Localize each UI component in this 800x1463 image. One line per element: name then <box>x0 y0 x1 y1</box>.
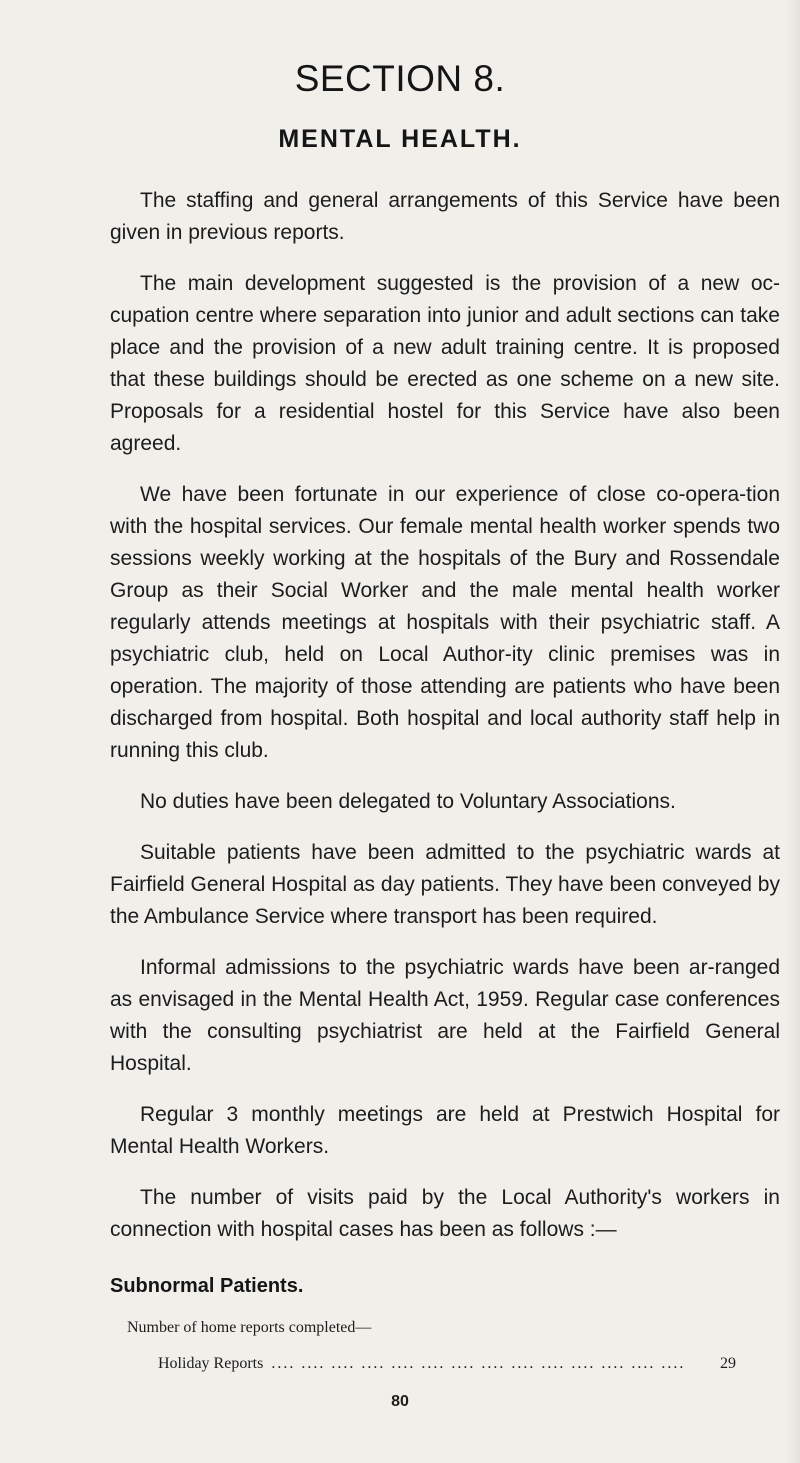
page-number: 80 <box>391 1393 409 1410</box>
section-subtitle: MENTAL HEALTH. <box>278 125 522 153</box>
paragraph-hospital-cooperation: We have been fortunate in our experience of close co-opera-tion with the hospital services. Our female mental health worker spends two sessions weekly working at the hospitals of the Bury and Rossendale Group as their Social Worker and the male mental health worker regularly attends meetings at hospitals with their psychiatric staff. A psychiatric club, held on Local Author-ity clinic premises was in operation. The majority of those attending are patients who have been discharged from hospital. Both hospital and local authority staff help in running this club. <box>110 483 780 762</box>
paragraph-development: The main development suggested is the provision of a new oc-cupation centre where separation into junior and adult sections can take place and the provision of a new adult training centre. It is proposed that these buildings should be erected as one scheme on a new site. Proposals for a residential hostel for this Service have also been agreed. <box>110 272 780 455</box>
paragraph-voluntary-associations: No duties have been delegated to Voluntary Associations. <box>140 790 676 813</box>
holiday-reports-label: Holiday Reports <box>158 1355 264 1372</box>
paragraph-visits-intro: The number of visits paid by the Local Authority's workers in connection with hospital cases has been as follows :— <box>110 1186 780 1241</box>
body-text <box>110 185 780 1265</box>
home-reports-label: Number of home reports completed— <box>127 1319 372 1336</box>
holiday-reports-value: 29 <box>720 1355 736 1372</box>
leader-dots: .... .... .... .... .... .... .... .... .... .... .... .... .... .... <box>271 1355 686 1372</box>
subnormal-patients-heading: Subnormal Patients. <box>110 1275 304 1297</box>
paragraph-day-patients: Suitable patients have been admitted to the psychiatric wards at Fairfield General Hospital as day patients. They have been conveyed by the Ambulance Service where transport has been required. <box>110 841 780 928</box>
page-edge-shadow <box>786 0 800 1463</box>
holiday-reports-row <box>158 1355 736 1373</box>
paragraph-informal-admissions: Informal admissions to the psychiatric wards have been ar-ranged as envisaged in the Mental Health Act, 1959. Regular case conferences with the consulting psychiatrist are held at the Fairfield General Hospital. <box>110 956 780 1075</box>
section-title: SECTION 8. <box>294 58 506 99</box>
paragraph-staffing: The staffing and general arrangements of this Service have been given in previous reports. <box>110 189 780 244</box>
paragraph-prestwich-meetings: Regular 3 monthly meetings are held at Prestwich Hospital for Mental Health Workers. <box>110 1103 780 1158</box>
